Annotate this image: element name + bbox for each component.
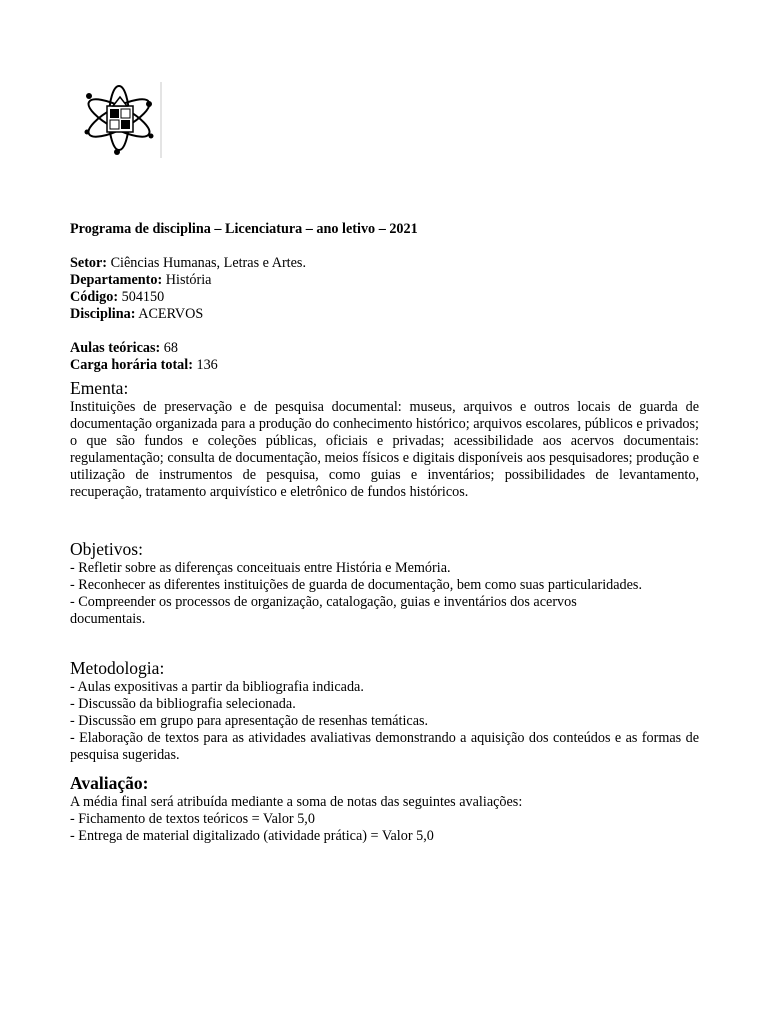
field-codigo <box>70 289 699 306</box>
objetivos-item: - Compreender os processos de organização, catalogação, guias e inventários dos acervos documentais. <box>70 594 577 627</box>
document-body <box>70 221 699 845</box>
objetivos-item: - Reconhecer as diferentes instituições de guarda de documentação, bem como suas particularidades. <box>70 577 643 593</box>
heading-colon: : <box>138 539 143 559</box>
field-label: Carga horária total: <box>70 357 193 373</box>
atom-institution-logo-icon <box>79 82 163 158</box>
field-value: 504150 <box>118 289 165 305</box>
objetivos-heading <box>70 539 699 560</box>
heading-colon: : <box>159 658 165 678</box>
document-title: Programa de disciplina – Licenciatura – ano letivo – 2021 <box>70 221 418 237</box>
field-value: Ciências Humanas, Letras e Artes. <box>107 255 306 271</box>
field-value: 68 <box>160 340 178 356</box>
field-value: 136 <box>192 357 218 373</box>
metodologia-item: - Elaboração de textos para as atividades avaliativas demonstrando a aquisição dos conteúdos e as formas de pesquisa sugeridas. <box>70 730 699 763</box>
field-label: Aulas teóricas: <box>70 340 161 356</box>
section-title: Ementa <box>70 378 124 398</box>
objetivos-item: - Refletir sobre as diferenças conceituais entre História e Memória. <box>70 560 451 576</box>
field-setor <box>70 255 699 272</box>
metodologia-item: - Discussão em grupo para apresentação de resenhas temáticas. <box>70 713 429 729</box>
section-title: Objetivos <box>70 539 139 559</box>
avaliacao-item: - Entrega de material digitalizado (atividade prática) = Valor 5,0 <box>70 828 434 844</box>
metodologia-item: - Discussão da bibliografia selecionada. <box>70 696 296 712</box>
section-title: Metodologia <box>70 658 160 678</box>
ementa-text: Instituições de preservação e de pesquisa documental: museus, arquivos e outros locais de guarda de documentação organizada para a produção do conhecimento histórico; arquivos escolares, públicos e privados; o que são fundos e coleções públicas, oficiais e privadas; acessibilidade aos acervos documentais: regulamentação; consulta de documentação, meios físicos e digitais disponíveis aos pesquisadores; produção e utilização de instrumentos de pesquisa, como guias e inventários; possibilidades de levantamento, recuperação, tratamento arquivístico e eletrônico de fundos históricos. <box>70 399 699 500</box>
institution-logo <box>79 82 163 158</box>
avaliacao-intro: A média final será atribuída mediante a soma de notas das seguintes avaliações: <box>70 794 523 810</box>
avaliacao-item: - Fichamento de textos teóricos = Valor 5,0 <box>70 811 315 827</box>
field-value: ACERVOS <box>135 306 204 322</box>
field-label: Departamento: <box>70 272 163 288</box>
metodologia-heading <box>70 658 699 679</box>
heading-colon: : <box>123 378 129 398</box>
field-label: Código: <box>70 289 119 305</box>
field-label: Disciplina: <box>70 306 136 322</box>
field-aulas-teoricas <box>70 340 699 357</box>
field-carga-horaria <box>70 357 699 374</box>
field-departamento <box>70 272 699 289</box>
field-disciplina <box>70 306 699 323</box>
metodologia-item: - Aulas expositivas a partir da bibliografia indicada. <box>70 679 364 695</box>
avaliacao-heading: Avaliação: <box>70 773 149 793</box>
field-value: História <box>162 272 212 288</box>
field-label: Setor: <box>70 255 108 271</box>
ementa-heading <box>70 378 699 399</box>
